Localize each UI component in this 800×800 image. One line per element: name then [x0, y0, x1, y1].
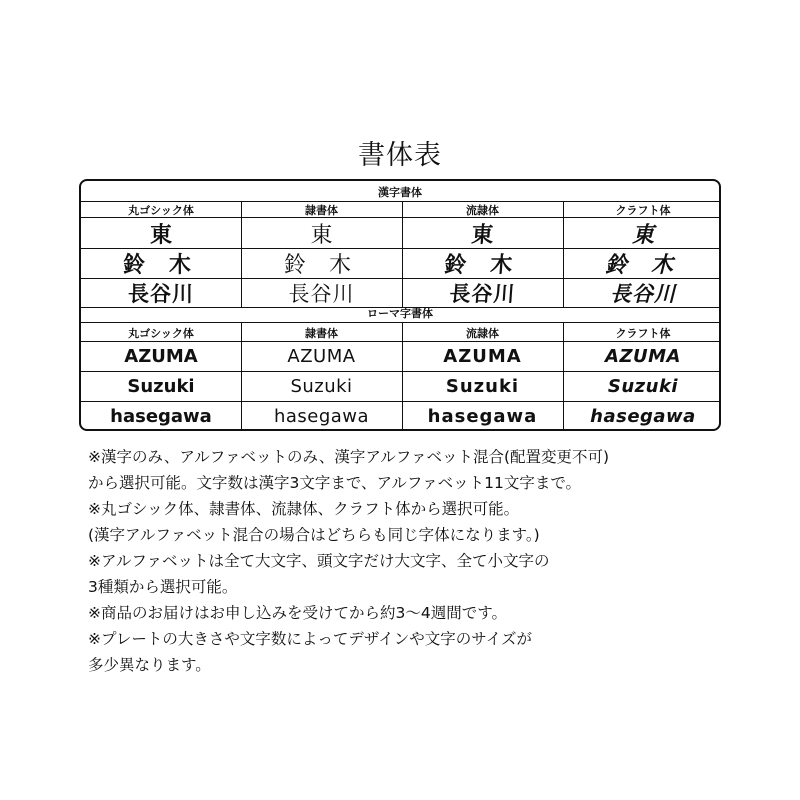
- kanji-sample-cell: 東: [631, 222, 654, 248]
- column-divider: [563, 201, 564, 307]
- roman-sample-cell: Suzuki: [127, 376, 195, 397]
- kanji-column-header-maru-gothic: 丸ゴシック体: [128, 203, 194, 217]
- roman-sample-cell: AZUMA: [605, 346, 681, 367]
- roman-sample-cell: AZUMA: [287, 346, 356, 367]
- column-divider: [241, 322, 242, 431]
- kanji-column-header-craft: クラフト体: [615, 203, 671, 217]
- roman-sample-cell: AZUMA: [443, 346, 522, 367]
- roman-column-header-maru-gothic: 丸ゴシック体: [128, 326, 194, 340]
- note-line: から選択可能。文字数は漢字3文字まで、アルファベット11文字まで。: [88, 474, 582, 492]
- kanji-sample-cell: 東: [470, 222, 495, 248]
- note-line: 3種類から選択可能。: [88, 578, 238, 596]
- kanji-sample-cell: 東: [149, 222, 172, 248]
- font-sample-table: [79, 179, 721, 431]
- note-line: ※商品のお届けはお申し込みを受けてから約3〜4週間です。: [88, 604, 507, 622]
- kanji-sample-cell: 東: [310, 222, 333, 248]
- note-line: ※丸ゴシック体、隷書体、流隷体、クラフト体から選択可能。: [88, 500, 520, 518]
- column-divider: [563, 322, 564, 431]
- kanji-sample-cell: 長谷川: [128, 282, 194, 306]
- roman-sample-cell: hasegawa: [427, 406, 538, 427]
- roman-sample-cell: Suzuki: [445, 376, 520, 397]
- roman-sample-cell: AZUMA: [124, 346, 198, 367]
- note-line: ※アルファベットは全て大文字、頭文字だけ大文字、全て小文字の: [88, 552, 550, 570]
- kanji-sample-cell: 長谷川: [610, 282, 676, 306]
- kanji-sample-cell: 鈴 木: [443, 253, 522, 278]
- divider: [81, 322, 719, 323]
- roman-sample-cell: Suzuki: [607, 376, 679, 397]
- kanji-sample-cell: 鈴 木: [284, 253, 359, 278]
- kanji-sample-cell: 鈴 木: [605, 253, 681, 278]
- column-divider: [241, 201, 242, 307]
- note-line: ※プレートの大きさや文字数によってデザインや文字のサイズが: [88, 630, 533, 648]
- roman-sample-cell: hasegawa: [273, 406, 370, 427]
- kanji-section-header: 漢字書体: [378, 186, 422, 199]
- column-divider: [402, 322, 403, 431]
- roman-column-header-ryurei: 流隷体: [466, 326, 499, 340]
- roman-sample-cell: hasegawa: [590, 406, 696, 427]
- roman-sample-cell: hasegawa: [110, 406, 212, 427]
- roman-column-header-reisho: 隷書体: [305, 326, 338, 340]
- note-line: (漢字アルファベット混合の場合はどちらも同じ字体になります。): [88, 526, 540, 544]
- kanji-sample-cell: 長谷川: [448, 282, 517, 306]
- roman-sample-cell: Suzuki: [290, 376, 353, 397]
- kanji-sample-cell: 長谷川: [288, 282, 355, 306]
- note-line: 多少異なります。: [88, 656, 211, 674]
- note-line: ※漢字のみ、アルファベットのみ、漢字アルファベット混合(配置変更不可): [88, 448, 610, 466]
- column-divider: [402, 201, 403, 307]
- kanji-column-header-reisho: 隷書体: [305, 203, 338, 217]
- roman-section-header: ローマ字書体: [367, 307, 433, 320]
- kanji-sample-cell: 鈴 木: [123, 253, 199, 278]
- roman-column-header-craft: クラフト体: [615, 326, 671, 340]
- notes: [88, 444, 728, 678]
- page-title: 書体表: [358, 140, 442, 171]
- kanji-column-header-ryurei: 流隷体: [466, 203, 499, 217]
